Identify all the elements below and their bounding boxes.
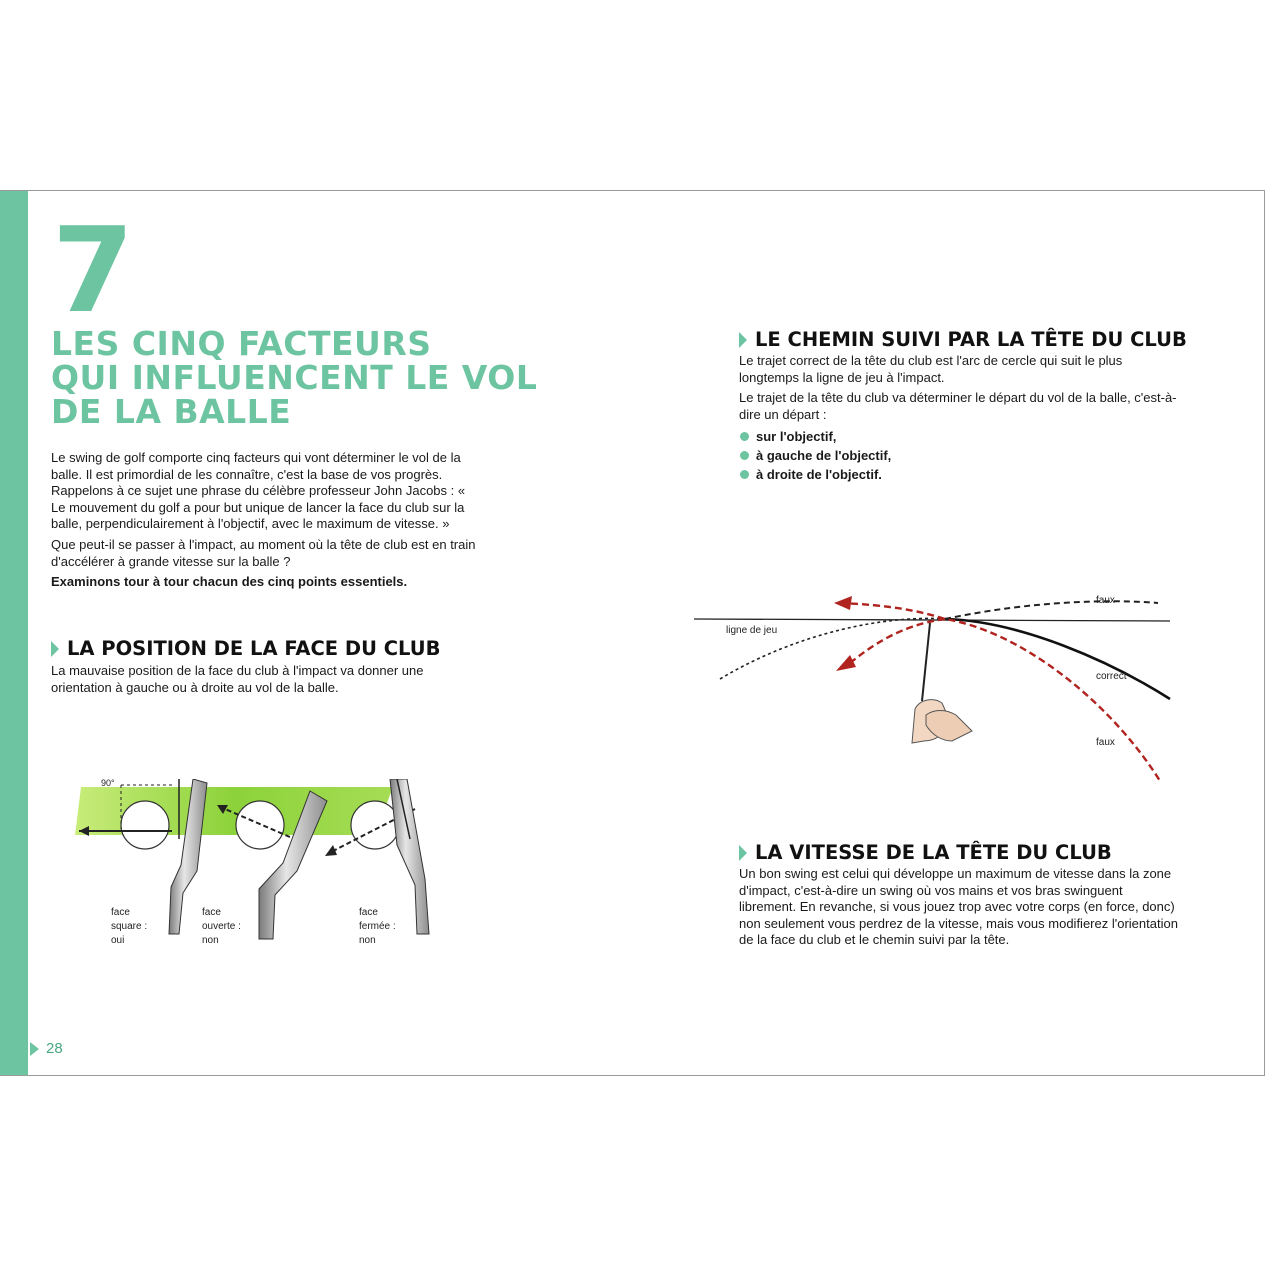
- club-closed: [390, 779, 429, 934]
- label-correct: correct: [1096, 671, 1127, 682]
- section-heading-text: LE CHEMIN SUIVI PAR LA TÊTE DU CLUB: [755, 328, 1187, 351]
- page-number-text: 28: [46, 1040, 63, 1057]
- triangle-bullet-icon: [739, 332, 747, 348]
- club-label-square: face square : oui: [111, 907, 148, 946]
- section-heading-text: LA VITESSE DE LA TÊTE DU CLUB: [755, 841, 1112, 864]
- path-faux-top: [945, 601, 1158, 619]
- chemin-paragraph: Le trajet correct de la tête du club est l'arc de cercle qui suit le plus longtemps la ligne de jeu à l'impact.: [739, 353, 1123, 385]
- label-faux-bottom: faux: [1096, 737, 1115, 748]
- book-spread: [0, 190, 1265, 1076]
- list-item: à gauche de l'objectif,: [739, 446, 1179, 465]
- chapter-title-line: QUI INFLUENCENT LE VOL: [51, 358, 538, 397]
- section-heading-chemin: [739, 328, 1187, 351]
- hands-illustration: [912, 700, 972, 743]
- intro-conclusion: Examinons tour à tour chacun des cinq points essentiels.: [51, 574, 408, 590]
- section-vitesse-text: Un bon swing est celui qui développe un maximum de vitesse dans la zone d'impact, c'est-à-dire un swing où vos mains et vos bras swinguent librement. En revanche, si vous jouez trop avec votre corps (en force, donc) non seulement vous perdrez de la vitesse, mais vous modifierez l'orientation de la face du club et le chemin suivi par la tête.: [739, 866, 1178, 948]
- chapter-title: [51, 324, 551, 431]
- intro-paragraph: Que peut-il se passer à l'impact, au moment où la tête de club est en train d'accélérer à grande vitesse sur la balle ?: [51, 536, 476, 569]
- ball: [121, 801, 169, 849]
- list-item: sur l'objectif,: [739, 427, 1179, 446]
- arrow-head: [836, 655, 856, 671]
- section-heading-face: [51, 637, 440, 660]
- path-faux-left: [850, 619, 945, 663]
- club-face-illustration: [75, 779, 465, 979]
- chemin-bullet-list: [739, 427, 1179, 484]
- club-path-diagram: [690, 591, 1180, 791]
- label-faux-top-text: faux: [1096, 595, 1115, 606]
- ball: [351, 801, 399, 849]
- chapter-color-bar: [0, 191, 28, 1075]
- club-label-closed: face fermée : non: [359, 907, 396, 946]
- label-ligne-de-jeu: ligne de jeu: [726, 625, 778, 636]
- section-heading-vitesse: [739, 841, 1112, 864]
- chemin-paragraph: Le trajet de la tête du club va déterminer le départ du vol de la balle, c'est-à-dire un départ :: [739, 390, 1177, 422]
- club-label-open: face ouverte : non: [202, 907, 241, 946]
- page-number: [30, 1040, 63, 1057]
- path-correct-outgoing: [945, 619, 1170, 699]
- section-heading-text: LA POSITION DE LA FACE DU CLUB: [67, 637, 441, 660]
- chapter-title-line: DE LA BALLE: [51, 392, 292, 431]
- section-chemin-text: [739, 353, 1179, 484]
- chapter-title-line: LES CINQ FACTEURS: [51, 324, 432, 363]
- section-face-text: La mauvaise position de la face du club à l'impact va donner une orientation à gauche ou à droite au vol de la balle.: [51, 663, 424, 695]
- list-item: à droite de l'objectif.: [739, 465, 1179, 484]
- path-faux-bottom: [840, 603, 1160, 781]
- triangle-marker-icon: [30, 1042, 39, 1056]
- intro-paragraph: Le swing de golf comporte cinq facteurs qui vont déterminer le vol de la balle. Il est primordial de les connaître, c'est la base de vos progrès. Rappelons à ce sujet une phrase du célèbre professeur John Jacobs : « Le mouvement du golf a pour but unique de lancer la face du club sur la balle, perpendiculairement à l'objectif, avec le maximum de vitesse. »: [51, 450, 466, 532]
- triangle-bullet-icon: [51, 641, 59, 657]
- club-shaft: [922, 623, 930, 701]
- intro-text: [51, 450, 483, 595]
- chapter-number: 7: [52, 201, 131, 339]
- arrow-head: [834, 596, 852, 610]
- angle-label: 90°: [101, 779, 115, 788]
- triangle-bullet-icon: [739, 845, 747, 861]
